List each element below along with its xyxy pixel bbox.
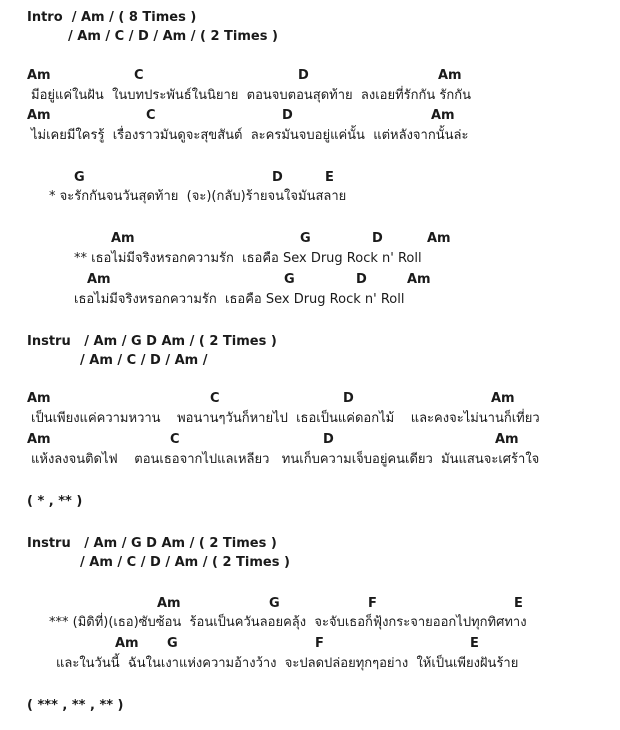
chord: C xyxy=(134,68,144,83)
lyric-line: และในวันนี้ ฉันในเงาแห่งความอ้างว้าง จะปลดปล่อยทุกๆอย่าง ให้เป็นเพียงฝันร้าย xyxy=(56,656,519,671)
chord: Am xyxy=(111,231,135,246)
chord: D xyxy=(282,108,293,123)
chord: G xyxy=(284,272,295,287)
lyric-line: เธอไม่มีจริงหรอกความรัก เธอคือ Sex Drug Rock n' Roll xyxy=(74,292,405,307)
instru-line: Instru / Am / G D Am / ( 2 Times ) xyxy=(27,536,277,551)
lyric-line: * จะรักกันจนวันสุดท้าย (จะ)(กลับ)ร้ายจนใจมันสลาย xyxy=(49,189,347,204)
instru-line-2: / Am / C / D / Am / xyxy=(80,353,208,368)
chord: Am xyxy=(157,596,181,611)
chord: G xyxy=(300,231,311,246)
chord: E xyxy=(325,170,334,185)
chord: F xyxy=(315,636,324,651)
chord: E xyxy=(514,596,523,611)
chord: Am xyxy=(27,108,51,123)
chord: Am xyxy=(495,432,519,447)
chord: C xyxy=(146,108,156,123)
chord: C xyxy=(170,432,180,447)
intro-line: Intro / Am / ( 8 Times ) xyxy=(27,10,197,25)
instru-line-2: / Am / C / D / Am / ( 2 Times ) xyxy=(80,555,290,570)
lyric-line: เป็นเพียงแค่ความหวาน พอนานๆวันก็หายไป เธอเป็นแค่ดอกไม้ และคงจะไม่นานก็เที่ยว xyxy=(31,411,540,426)
lyric-line: ** เธอไม่มีจริงหรอกความรัก เธอคือ Sex Drug Rock n' Roll xyxy=(74,251,422,266)
chord: Am xyxy=(491,391,515,406)
chord: E xyxy=(470,636,479,651)
chord: G xyxy=(167,636,178,651)
chord: Am xyxy=(27,391,51,406)
chord: G xyxy=(269,596,280,611)
chord: Am xyxy=(27,68,51,83)
lyric-line: *** (มิดิที่)(เธอ)ซับซ้อน ร้อนเป็นควันลอยคลุ้ง จะจับเธอก็ฟุ้งกระจายออกไปทุกทิศทาง xyxy=(49,615,527,630)
chord: Am xyxy=(431,108,455,123)
chord: D xyxy=(272,170,283,185)
chord: Am xyxy=(87,272,111,287)
chord: D xyxy=(356,272,367,287)
lyric-line: แห้งลงจนติดไฟ ตอนเธอจากไปแลเหลียว ทนเก็บความเจ็บอยู่คนเดียว มันแสนจะเศร้าใจ xyxy=(31,452,540,467)
intro-line-2: / Am / C / D / Am / ( 2 Times ) xyxy=(68,29,278,44)
chord: G xyxy=(74,170,85,185)
chord: C xyxy=(210,391,220,406)
chord: D xyxy=(343,391,354,406)
chord: Am xyxy=(115,636,139,651)
lyric-line: ไม่เคยมีใครรู้ เรื่องราวมันดูจะสุขสันต์ ละครมันจบอยู่แค่นั้น แต่หลังจากนั้นล่ะ xyxy=(31,128,469,143)
repeat-marker: ( *** , ** , ** ) xyxy=(27,698,124,713)
chord: Am xyxy=(438,68,462,83)
instru-line: Instru / Am / G D Am / ( 2 Times ) xyxy=(27,334,277,349)
chord: Am xyxy=(407,272,431,287)
chord: Am xyxy=(27,432,51,447)
chord: D xyxy=(298,68,309,83)
chord: F xyxy=(368,596,377,611)
repeat-marker: ( * , ** ) xyxy=(27,494,83,509)
lyric-line: มีอยู่แค่ในฝัน ในบทประพันธ์ในนิยาย ตอนจบตอนสุดท้าย ลงเอยที่รักกัน รักกัน xyxy=(31,88,472,103)
chord: D xyxy=(372,231,383,246)
chord: D xyxy=(323,432,334,447)
chord: Am xyxy=(427,231,451,246)
